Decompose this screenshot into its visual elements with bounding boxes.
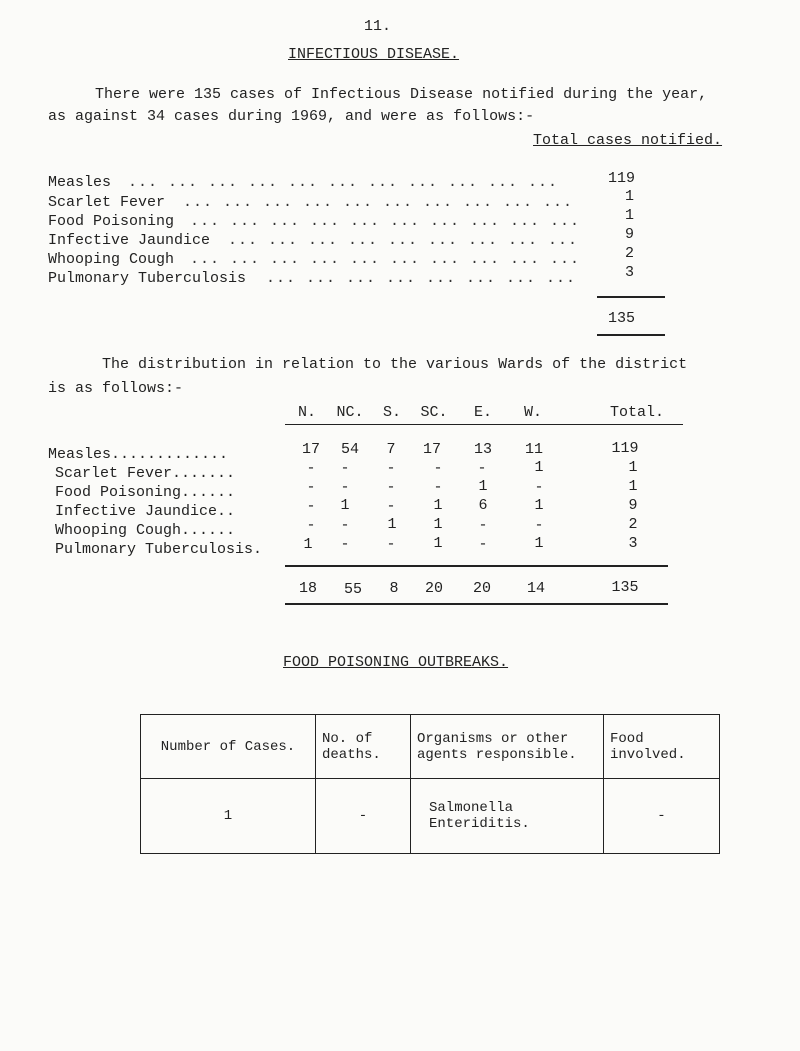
ward-cell: - (478, 517, 488, 534)
dot-leader: ... ... ... ... ... ... ... ... ... (228, 232, 579, 249)
ward-row-total: 1 (628, 459, 638, 476)
ward-cell: - (340, 517, 350, 534)
ward-row-total: 1 (628, 478, 638, 495)
disease-cases: 1 (625, 207, 635, 224)
ward-cell: - (340, 479, 350, 496)
distribution-line-1: The distribution in relation to the various Wards of the district (102, 356, 688, 373)
ward-cell: - (433, 479, 443, 496)
header-number-of-cases: Number of Cases. (141, 715, 316, 779)
ward-row-label: Pulmonary Tuberculosis. (55, 541, 263, 558)
ward-cell: - (386, 536, 396, 553)
ward-cell: 54 (340, 441, 359, 458)
ward-total-cell: 20 (424, 580, 443, 597)
disease-cases: 1 (625, 188, 635, 205)
ward-row-total: 9 (628, 497, 638, 514)
ward-cell: - (386, 498, 396, 515)
table-row (141, 779, 720, 854)
ward-cell: - (306, 460, 316, 477)
disease-cases: 119 (608, 170, 636, 187)
ward-cell: 1 (534, 459, 544, 476)
table-header-row (141, 715, 720, 779)
page-title: INFECTIOUS DISEASE. (288, 46, 460, 63)
cell-food-involved: - (604, 779, 720, 854)
ward-total-cell: 14 (526, 580, 545, 597)
ward-cell: 1 (340, 497, 350, 514)
header-organisms: Organisms or other agents responsible. (411, 715, 604, 779)
disease-cases: 3 (625, 264, 635, 281)
ward-cell: - (433, 460, 443, 477)
total-cases-heading: Total cases notified. (533, 132, 723, 149)
dot-leader: ... ... ... ... ... ... ... ... ... ... (183, 194, 574, 211)
distribution-line-2: is as follows:- (48, 380, 184, 397)
ward-cell: - (340, 536, 350, 553)
ward-total-cell: 55 (343, 581, 362, 598)
ward-header: W. (523, 404, 542, 421)
ward-cell: - (534, 479, 544, 496)
ward-cell: 6 (478, 497, 488, 514)
total-cases: 135 (608, 310, 636, 327)
ward-cell: - (306, 517, 316, 534)
ward-row-label: Food Poisoning...... (55, 484, 236, 501)
ward-cell: - (386, 460, 396, 477)
ward-cell: 17 (422, 441, 441, 458)
ward-row-total: 119 (611, 440, 639, 457)
ward-cell: 1 (478, 478, 488, 495)
disease-cases: 2 (625, 245, 635, 262)
page-number: 11. (364, 18, 392, 35)
total-rule-top (597, 296, 665, 298)
intro-line-1: There were 135 cases of Infectious Disease notified during the year, (95, 86, 708, 103)
ward-cell: 1 (534, 535, 544, 552)
ward-cell: 11 (524, 441, 543, 458)
ward-row-total: 3 (628, 535, 638, 552)
ward-cell: 1 (433, 516, 443, 533)
ward-cell: 7 (386, 441, 396, 458)
ward-cell: - (306, 498, 316, 515)
dot-leader: ... ... ... ... ... ... ... ... ... ... (190, 251, 581, 268)
ward-row-label: Measles............. (48, 446, 229, 463)
cell-number-of-cases: 1 (141, 779, 316, 854)
ward-cell: - (478, 536, 488, 553)
ward-cell: 1 (303, 536, 313, 553)
ward-cell: - (306, 479, 316, 496)
total-header: Total. (610, 404, 665, 421)
cell-no-of-deaths: - (316, 779, 411, 854)
ward-total-cell: 20 (472, 580, 491, 597)
ward-totals-rule-bottom (285, 603, 668, 605)
ward-cell: - (534, 517, 544, 534)
ward-header: SC. (420, 404, 448, 421)
header-no-of-deaths: No. of deaths. (316, 715, 411, 779)
ward-grand-total: 135 (611, 579, 639, 596)
disease-name: Whooping Cough (48, 251, 175, 268)
ward-cell: 1 (433, 535, 443, 552)
ward-total-cell: 8 (389, 580, 399, 597)
outbreaks-heading: FOOD POISONING OUTBREAKS. (283, 654, 509, 671)
ward-header: N. (297, 404, 316, 421)
cell-organisms: Salmonella Enteriditis. (411, 779, 604, 854)
ward-totals-rule-top (285, 565, 668, 567)
disease-name: Scarlet Fever (48, 194, 166, 211)
outbreak-table (140, 714, 720, 854)
ward-cell: 1 (387, 516, 397, 533)
ward-cell: 17 (301, 441, 320, 458)
dot-leader: ... ... ... ... ... ... ... ... (266, 270, 577, 287)
disease-name: Infective Jaundice (48, 232, 211, 249)
ward-cell: - (340, 460, 350, 477)
ward-cell: 13 (473, 441, 492, 458)
ward-cell: - (477, 460, 487, 477)
total-rule-bottom (597, 334, 665, 336)
ward-row-total: 2 (628, 516, 638, 533)
ward-header: NC. (336, 404, 364, 421)
disease-name: Pulmonary Tuberculosis (48, 270, 247, 287)
ward-cell: 1 (433, 497, 443, 514)
ward-header: S. (382, 404, 401, 421)
ward-row-label: Scarlet Fever....... (55, 465, 236, 482)
ward-cell: - (386, 479, 396, 496)
header-food-involved: Food involved. (604, 715, 720, 779)
disease-name: Food Poisoning (48, 213, 175, 230)
intro-line-2: as against 34 cases during 1969, and were as follows:- (48, 108, 535, 125)
ward-row-label: Infective Jaundice.. (55, 503, 236, 520)
dot-leader: ... ... ... ... ... ... ... ... ... ... (190, 213, 581, 230)
disease-cases: 9 (625, 226, 635, 243)
ward-row-label: Whooping Cough...... (55, 522, 236, 539)
ward-cell: 1 (534, 497, 544, 514)
disease-name: Measles (48, 174, 112, 191)
dot-leader: ... ... ... ... ... ... ... ... ... ... ... (128, 174, 559, 191)
ward-header: E. (473, 404, 492, 421)
ward-header-rule (285, 424, 683, 425)
ward-total-cell: 18 (298, 580, 317, 597)
